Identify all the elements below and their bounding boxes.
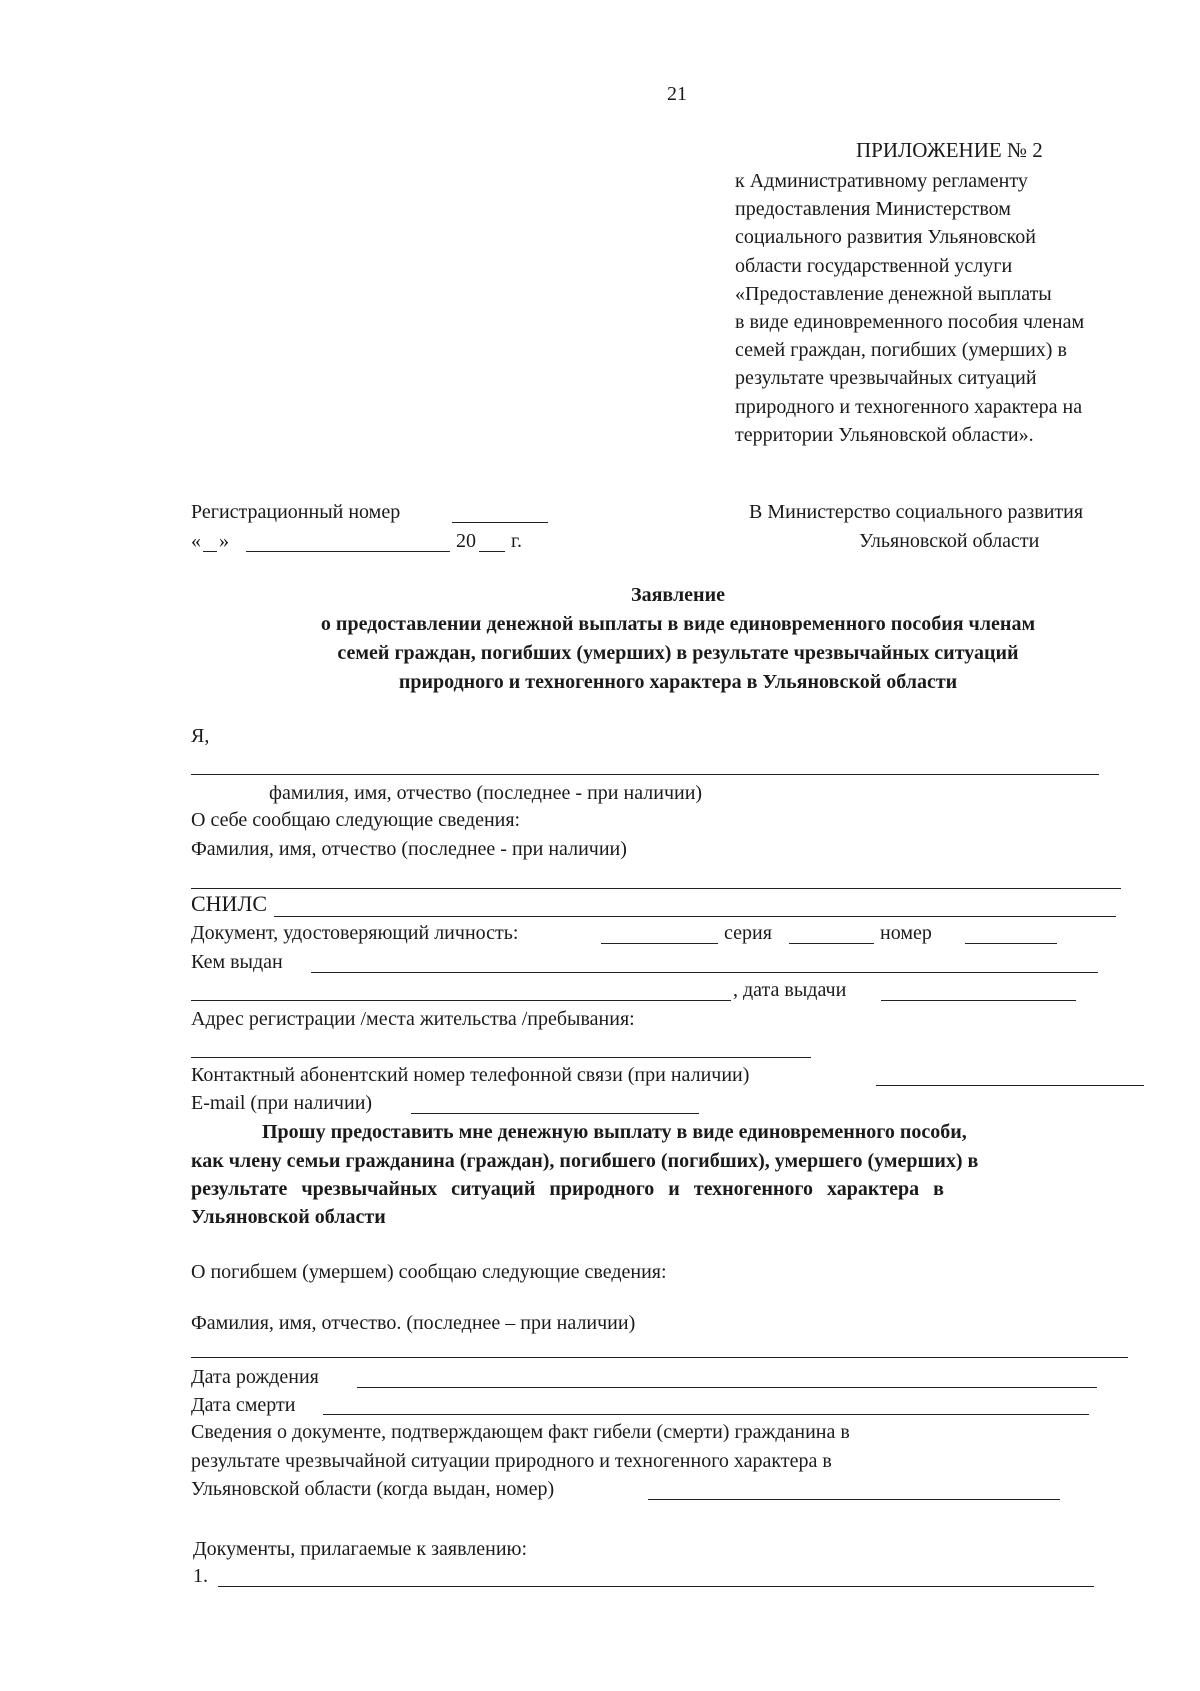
- snils-field[interactable]: [274, 916, 1116, 917]
- issued-by-label: Кем выдан: [191, 951, 283, 973]
- death-date-label: Дата смерти: [191, 1394, 296, 1416]
- request-line3: результате чрезвычайных ситуаций природного и техногенного характера в: [191, 1178, 944, 1200]
- appendix-line: результате чрезвычайных ситуаций: [735, 367, 1037, 390]
- year-suffix: г.: [511, 530, 522, 552]
- page-number: 21: [667, 83, 687, 105]
- phone-label: Контактный абонентский номер телефонной связи (при наличии): [191, 1064, 750, 1086]
- doc-line2: результате чрезвычайной ситуации природного и техногенного характера в: [191, 1450, 832, 1472]
- appendix-line: природного и техногенного характера на: [735, 395, 1083, 418]
- document-subtitle-line2: семей граждан, погибших (умерших) в результате чрезвычайных ситуаций: [337, 642, 1019, 664]
- appendix-title: ПРИЛОЖЕНИЕ № 2: [856, 138, 1043, 162]
- appendix-line: социального развития Ульяновской: [735, 226, 1036, 249]
- number-field[interactable]: [965, 943, 1057, 944]
- fio-caption: фамилия, имя, отчество (последнее - при наличии): [269, 782, 703, 804]
- fio-label: Фамилия, имя, отчество (последнее - при наличии): [191, 838, 627, 860]
- attachment-item-field[interactable]: [218, 1586, 1094, 1587]
- appendix-text: [735, 167, 1084, 449]
- appendix-line: области государственной услуги: [735, 254, 1013, 277]
- doc-line1: Сведения о документе, подтверждающем факт гибели (смерти) гражданина в: [191, 1421, 850, 1443]
- doc-line3: Ульяновской области (когда выдан, номер): [191, 1478, 555, 1500]
- deceased-fio-field[interactable]: [191, 1357, 1128, 1358]
- fio-field[interactable]: [191, 888, 1121, 889]
- date-close-quote: »: [219, 530, 229, 552]
- appendix-line: «Предоставление денежной выплаты: [735, 282, 1052, 305]
- email-label: E-mail (при наличии): [191, 1092, 373, 1114]
- appendix-line: предоставления Министерством: [735, 198, 1011, 221]
- id-doc-field[interactable]: [601, 943, 718, 944]
- phone-field[interactable]: [876, 1085, 1144, 1086]
- deceased-intro: О погибшем (умершем) сообщаю следующие сведения:: [191, 1261, 667, 1283]
- deceased-fio-label: Фамилия, имя, отчество. (последнее – при наличии): [191, 1312, 636, 1334]
- year-field[interactable]: [479, 551, 505, 552]
- issue-date-field[interactable]: [881, 1000, 1076, 1001]
- day-field[interactable]: [203, 551, 217, 552]
- birth-date-field[interactable]: [357, 1387, 1097, 1388]
- appendix-line: к Административному регламенту: [735, 170, 1028, 192]
- request-line1: Прошу предоставить мне денежную выплату в виде единовременного пособи,: [262, 1121, 967, 1143]
- appendix-line: семей граждан, погибших (умерших) в: [735, 339, 1067, 362]
- about-self-label: О себе сообщаю следующие сведения:: [191, 809, 521, 831]
- series-label: серия: [724, 922, 772, 944]
- document-title: Заявление: [631, 584, 725, 606]
- death-date-field[interactable]: [323, 1414, 1089, 1415]
- attachments-label: Документы, прилагаемые к заявлению:: [193, 1538, 528, 1560]
- year-prefix: 20: [456, 530, 476, 552]
- email-field[interactable]: [411, 1113, 699, 1114]
- series-field[interactable]: [789, 943, 874, 944]
- document-subtitle-line1: о предоставлении денежной выплаты в виде единовременного пособия членам: [320, 613, 1036, 635]
- number-label: номер: [880, 922, 932, 944]
- appendix-line: в виде единовременного пособия членам: [735, 311, 1085, 334]
- issued-by-field-cont[interactable]: [191, 1000, 731, 1001]
- registration-label: Регистрационный номер: [191, 501, 401, 523]
- request-line2: как члену семьи гражданина (граждан), погибшего (погибших), умершего (умерших) в: [191, 1150, 979, 1172]
- date-open-quote: «: [191, 530, 201, 552]
- address-field[interactable]: [191, 1057, 811, 1058]
- request-line4: Ульяновской области: [191, 1206, 386, 1228]
- doc-details-field[interactable]: [648, 1499, 1060, 1500]
- document-subtitle-line3: природного и техногенного характера в Ульяновской области: [398, 671, 958, 693]
- month-field[interactable]: [246, 551, 450, 552]
- snils-label: СНИЛС: [191, 891, 268, 916]
- addressee-line2: Ульяновской области: [859, 530, 1040, 552]
- addressee-line1: В Министерство социального развития: [749, 501, 1084, 523]
- birth-date-label: Дата рождения: [191, 1366, 319, 1388]
- issued-by-field[interactable]: [311, 972, 1098, 973]
- attachment-item-number: 1.: [193, 1565, 208, 1587]
- address-label: Адрес регистрации /места жительства /пребывания:: [191, 1008, 635, 1030]
- applicant-i: Я,: [191, 725, 210, 747]
- issue-date-label: , дата выдачи: [733, 979, 847, 1001]
- registration-number-field[interactable]: [452, 522, 548, 523]
- id-doc-label: Документ, удостоверяющий личность:: [191, 922, 519, 944]
- appendix-line: территории Ульяновской области».: [735, 423, 1034, 446]
- applicant-fio-field[interactable]: [191, 774, 1099, 775]
